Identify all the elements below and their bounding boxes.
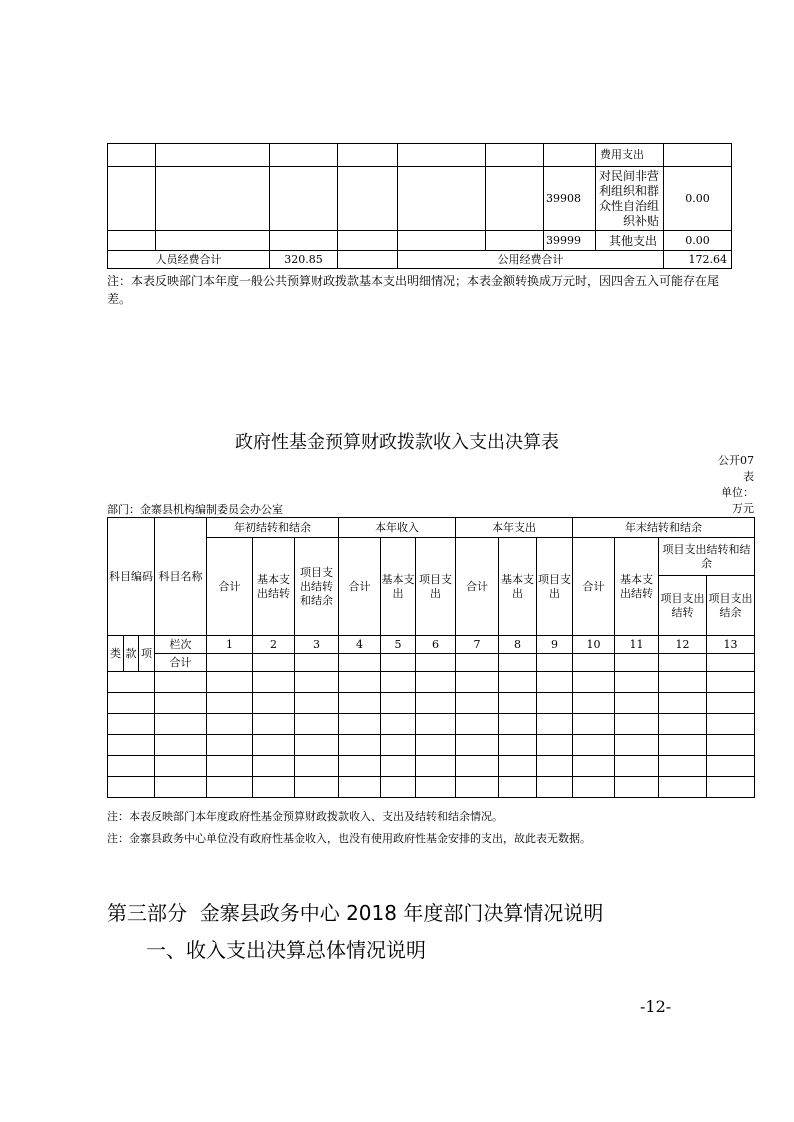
table-cell bbox=[615, 735, 659, 756]
header-project-carry-remain: 项目支出结转和结余 bbox=[295, 538, 339, 636]
table-cell bbox=[659, 756, 707, 777]
column-number-cell: 4 bbox=[339, 636, 381, 654]
header-basic: 基本支出 bbox=[381, 538, 416, 636]
table-cell bbox=[207, 714, 253, 735]
table-cell bbox=[499, 672, 537, 693]
table-cell bbox=[108, 735, 155, 756]
table-cell bbox=[615, 777, 659, 798]
table-cell bbox=[537, 756, 573, 777]
table-cell bbox=[416, 672, 456, 693]
table-cell bbox=[155, 777, 207, 798]
group-end: 年末结转和结余 bbox=[573, 518, 755, 538]
column-number-cell: 9 bbox=[537, 636, 573, 654]
header-basic: 基本支出 bbox=[499, 538, 537, 636]
table-cell bbox=[456, 672, 499, 693]
table-code-line: 表 bbox=[743, 470, 754, 483]
table-cell bbox=[659, 777, 707, 798]
header-project: 项目支出 bbox=[416, 538, 456, 636]
table-cell bbox=[573, 693, 615, 714]
table-cell bbox=[416, 777, 456, 798]
column-number-cell: 7 bbox=[456, 636, 499, 654]
header-basic-carry: 基本支出结转 bbox=[253, 538, 295, 636]
table-cell bbox=[253, 756, 295, 777]
header-kuan: 款 bbox=[124, 636, 139, 672]
table-cell bbox=[537, 654, 573, 672]
header-xiang: 项 bbox=[139, 636, 155, 672]
public-total-value: 172.64 bbox=[664, 251, 732, 269]
header-project: 项目支出 bbox=[537, 538, 573, 636]
table-cell bbox=[381, 777, 416, 798]
table-cell bbox=[339, 654, 381, 672]
group-income: 本年收入 bbox=[339, 518, 456, 538]
table-cell bbox=[295, 735, 339, 756]
table-cell bbox=[295, 756, 339, 777]
table-cell bbox=[207, 777, 253, 798]
row-total-label: 合计 bbox=[155, 654, 207, 672]
table-cell bbox=[537, 714, 573, 735]
table-cell bbox=[295, 714, 339, 735]
table-cell bbox=[416, 714, 456, 735]
group-begin: 年初结转和结余 bbox=[207, 518, 339, 538]
table-row bbox=[108, 735, 755, 756]
table-cell bbox=[573, 777, 615, 798]
table-row bbox=[108, 693, 755, 714]
table-cell bbox=[339, 735, 381, 756]
table-cell bbox=[253, 735, 295, 756]
table-cell bbox=[295, 672, 339, 693]
table-cell bbox=[108, 756, 155, 777]
table-cell bbox=[456, 735, 499, 756]
table-row bbox=[108, 756, 755, 777]
table-cell-value: 0.00 bbox=[664, 167, 732, 231]
table-cell bbox=[253, 654, 295, 672]
table-cell bbox=[155, 693, 207, 714]
table-cell bbox=[707, 735, 755, 756]
table-note: 注：本表反映部门本年度一般公共预算财政拨款基本支出明细情况；本表金额转换成万元时，因四舍五入可能存在尾差。 bbox=[107, 274, 720, 306]
group-expense: 本年支出 bbox=[456, 518, 573, 538]
table-cell bbox=[573, 654, 615, 672]
table-cell bbox=[615, 693, 659, 714]
table-cell bbox=[707, 777, 755, 798]
table-cell bbox=[573, 672, 615, 693]
column-number-cell: 2 bbox=[253, 636, 295, 654]
table-cell bbox=[339, 777, 381, 798]
table-cell bbox=[108, 693, 155, 714]
table-cell bbox=[295, 777, 339, 798]
table-cell bbox=[253, 672, 295, 693]
table-cell bbox=[659, 714, 707, 735]
table-cell bbox=[499, 735, 537, 756]
public-total-label: 公用经费合计 bbox=[398, 251, 664, 269]
header-total: 合计 bbox=[339, 538, 381, 636]
table-cell bbox=[615, 672, 659, 693]
column-number-cell: 3 bbox=[295, 636, 339, 654]
table-cell bbox=[207, 672, 253, 693]
header-total: 合计 bbox=[456, 538, 499, 636]
table-cell bbox=[155, 672, 207, 693]
table-cell bbox=[573, 756, 615, 777]
table-cell bbox=[207, 654, 253, 672]
table-cell bbox=[537, 672, 573, 693]
table-cell bbox=[456, 777, 499, 798]
table-cell bbox=[295, 654, 339, 672]
table-cell bbox=[207, 735, 253, 756]
column-number-cell: 12 bbox=[659, 636, 707, 654]
column-number-cell: 11 bbox=[615, 636, 659, 654]
table-cell bbox=[499, 654, 537, 672]
table-cell: 费用支出 bbox=[596, 144, 664, 167]
header-project-remain: 项目支出结余 bbox=[707, 576, 755, 636]
table-cell bbox=[155, 714, 207, 735]
column-number-cell: 13 bbox=[707, 636, 755, 654]
personnel-total-label: 人员经费合计 bbox=[108, 251, 270, 269]
row-lanci-label: 栏次 bbox=[155, 636, 207, 654]
table-cell bbox=[381, 714, 416, 735]
table-cell bbox=[416, 693, 456, 714]
table-cell bbox=[416, 756, 456, 777]
table-cell bbox=[707, 672, 755, 693]
table-cell bbox=[381, 654, 416, 672]
table-cell bbox=[108, 777, 155, 798]
table-cell bbox=[339, 714, 381, 735]
table-cell bbox=[155, 756, 207, 777]
table-cell bbox=[707, 654, 755, 672]
basic-expense-table bbox=[107, 143, 732, 269]
table-cell bbox=[537, 777, 573, 798]
table-cell bbox=[339, 672, 381, 693]
header-total: 合计 bbox=[573, 538, 615, 636]
table-cell bbox=[207, 756, 253, 777]
table-cell bbox=[381, 672, 416, 693]
table-cell bbox=[108, 672, 155, 693]
header-total: 合计 bbox=[207, 538, 253, 636]
personnel-total-value: 320.85 bbox=[270, 251, 338, 269]
table-cell bbox=[537, 735, 573, 756]
table-cell bbox=[416, 654, 456, 672]
table-cell bbox=[381, 756, 416, 777]
table-code bbox=[690, 453, 754, 485]
table-cell bbox=[659, 693, 707, 714]
table-cell bbox=[615, 654, 659, 672]
table-cell bbox=[499, 777, 537, 798]
table-cell-code: 39908 bbox=[544, 167, 596, 231]
col-subject-code: 科目编码 bbox=[108, 518, 155, 636]
table-cell bbox=[253, 693, 295, 714]
table-row bbox=[108, 777, 755, 798]
table-row bbox=[108, 714, 755, 735]
table-cell-code: 39999 bbox=[544, 231, 596, 251]
table-cell bbox=[537, 693, 573, 714]
column-number-cell: 10 bbox=[573, 636, 615, 654]
fund-budget-table bbox=[107, 517, 755, 798]
col-subject-name: 科目名称 bbox=[155, 518, 207, 636]
table-cell bbox=[416, 735, 456, 756]
table-cell bbox=[339, 693, 381, 714]
table-cell bbox=[155, 735, 207, 756]
unit-line: 单位： bbox=[721, 486, 754, 499]
column-number-cell: 8 bbox=[499, 636, 537, 654]
table-title: 政府性基金预算财政拨款收入支出决算表 bbox=[235, 432, 559, 453]
column-number-cell: 6 bbox=[416, 636, 456, 654]
table-cell bbox=[381, 693, 416, 714]
header-project-carry-group: 项目支出结转和结余 bbox=[659, 538, 755, 576]
table-cell bbox=[499, 693, 537, 714]
table-cell bbox=[707, 693, 755, 714]
column-number-cell: 5 bbox=[381, 636, 416, 654]
table-cell bbox=[499, 756, 537, 777]
table-cell bbox=[659, 672, 707, 693]
table-cell bbox=[573, 714, 615, 735]
department-label: 部门：金寨县机构编制委员会办公室 bbox=[107, 503, 283, 516]
table-note: 注：金寨县政务中心单位没有政府性基金收入，也没有使用政府性基金安排的支出，故此表无数据。 bbox=[107, 832, 591, 845]
table-cell bbox=[108, 714, 155, 735]
table-row bbox=[108, 672, 755, 693]
table-cell bbox=[615, 714, 659, 735]
table-cell bbox=[659, 735, 707, 756]
table-cell-name: 对民间非营利组织和群众性自治组织补贴 bbox=[596, 167, 664, 231]
unit-line: 万元 bbox=[732, 502, 754, 515]
table-cell bbox=[573, 735, 615, 756]
header-basic-carry: 基本支出结转 bbox=[615, 538, 659, 636]
page-number: -12- bbox=[640, 997, 672, 1016]
column-number-cell: 1 bbox=[207, 636, 253, 654]
table-cell bbox=[339, 756, 381, 777]
table-cell bbox=[253, 777, 295, 798]
table-cell-value: 0.00 bbox=[664, 231, 732, 251]
table-cell bbox=[499, 714, 537, 735]
table-cell-name: 其他支出 bbox=[596, 231, 664, 251]
table-cell bbox=[615, 756, 659, 777]
unit-label bbox=[690, 485, 754, 517]
table-cell bbox=[456, 756, 499, 777]
table-cell bbox=[707, 756, 755, 777]
table-cell bbox=[659, 654, 707, 672]
section-heading: 第三部分 金寨县政务中心 2018 年度部门决算情况说明 bbox=[107, 901, 604, 925]
table-note: 注：本表反映部门本年度政府性基金预算财政拨款收入、支出及结转和结余情况。 bbox=[107, 810, 503, 823]
table-cell bbox=[456, 654, 499, 672]
header-project-carry: 项目支出结转 bbox=[659, 576, 707, 636]
header-lei: 类 bbox=[108, 636, 124, 672]
table-cell bbox=[456, 693, 499, 714]
table-cell bbox=[456, 714, 499, 735]
table-cell bbox=[253, 714, 295, 735]
subsection-heading: 一、收入支出决算总体情况说明 bbox=[146, 938, 426, 962]
table-cell bbox=[295, 693, 339, 714]
table-cell bbox=[707, 714, 755, 735]
table-code-line: 公开07 bbox=[718, 454, 754, 467]
table-cell bbox=[381, 735, 416, 756]
table-cell bbox=[207, 693, 253, 714]
